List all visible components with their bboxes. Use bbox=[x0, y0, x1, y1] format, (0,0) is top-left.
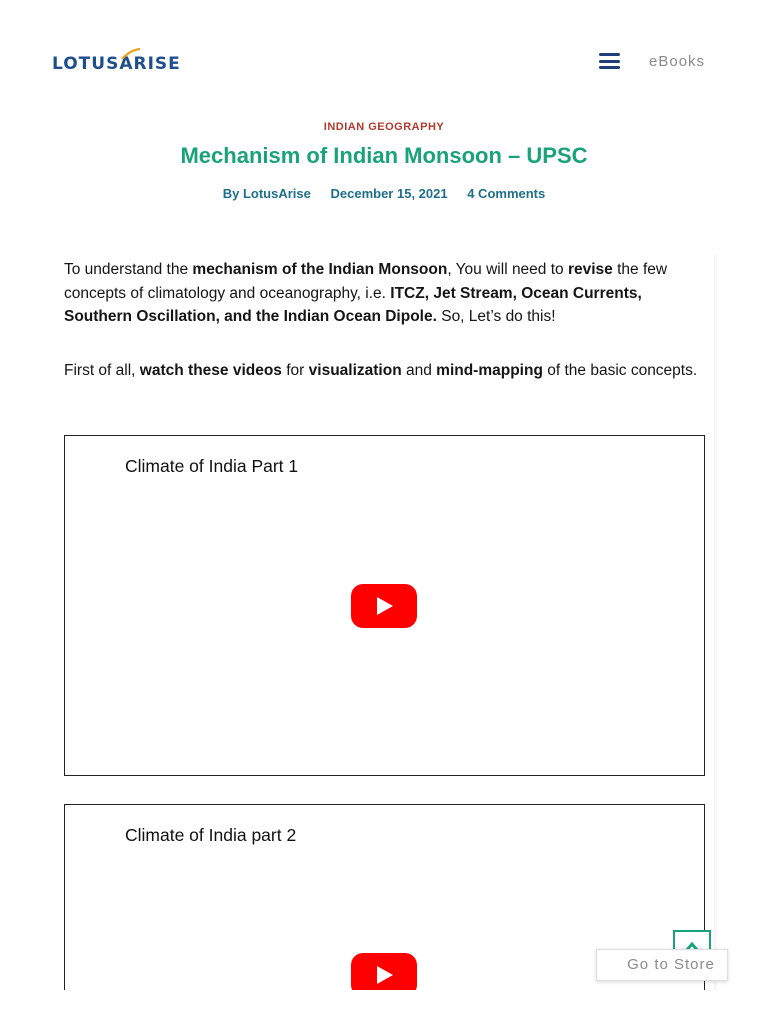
author-link[interactable]: By LotusArise bbox=[222, 186, 311, 201]
date-link[interactable]: December 15, 2021 bbox=[330, 186, 448, 201]
hamburger-icon[interactable] bbox=[599, 53, 620, 69]
logo-swoosh-icon bbox=[120, 48, 142, 60]
intro-paragraph: To understand the mechanism of the Indian Monsoon, You will need to revise the few concepts of climatology and oceanography, i.e. ITCZ, Jet Stream, Ocean Currents, Southern Oscillation, and the Indian Ocean Dipole. So, Let’s do this! bbox=[64, 261, 668, 325]
article-category[interactable]: INDIAN GEOGRAPHY bbox=[323, 121, 445, 133]
comments-link[interactable]: 4 Comments bbox=[467, 186, 546, 201]
content-shadow bbox=[714, 255, 718, 1015]
go-to-store-button[interactable]: Go to Store bbox=[596, 949, 728, 981]
viewport-bottom bbox=[0, 990, 768, 1024]
video-title[interactable]: Climate of India part 2 bbox=[125, 825, 297, 845]
site-header bbox=[0, 0, 768, 100]
youtube-play-icon[interactable] bbox=[351, 584, 417, 628]
page-title: Mechanism of Indian Monsoon – UPSC bbox=[180, 143, 588, 168]
video-title[interactable]: Climate of India Part 1 bbox=[125, 456, 299, 476]
videos-paragraph: First of all, watch these videos for visualization and mind-mapping of the basic concepts. bbox=[64, 361, 698, 379]
ebooks-link[interactable]: eBooks bbox=[649, 53, 706, 70]
article-meta bbox=[0, 186, 768, 201]
article-body bbox=[64, 258, 704, 412]
video-embed-1[interactable] bbox=[64, 435, 705, 776]
logo-text: LOTUSARISE bbox=[52, 54, 181, 74]
site-logo[interactable] bbox=[52, 54, 181, 74]
